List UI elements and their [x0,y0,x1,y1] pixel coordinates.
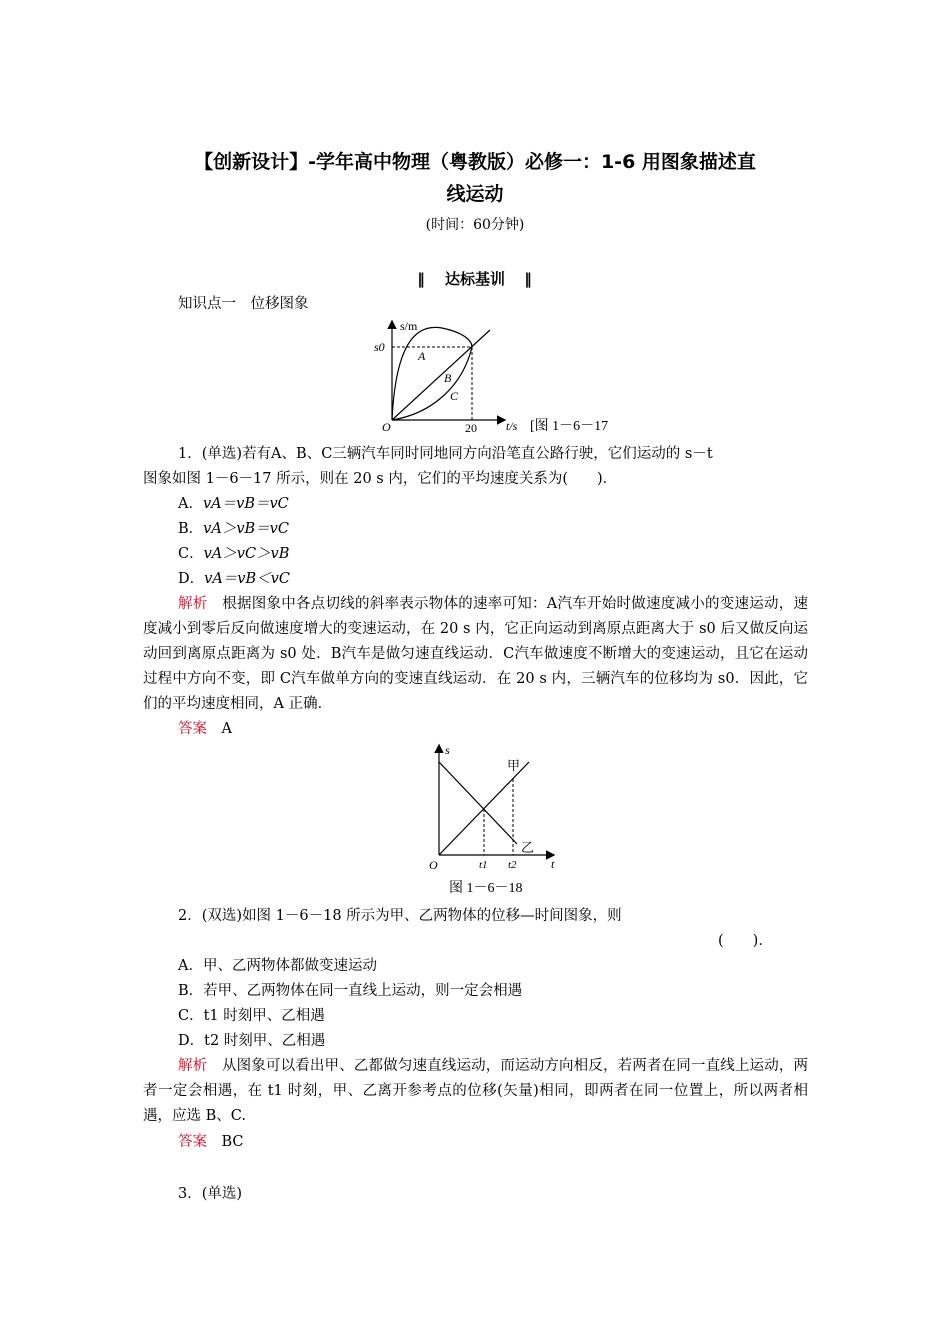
fig2-line-yi [439,762,517,844]
q1-option-a-text: vA＝vB＝vC [202,496,289,512]
fig1-origin: O [382,420,391,434]
fig1-line-b [392,330,490,420]
q1-option-c-text: vA＞vC＞vB [203,546,290,562]
q1-line-2: 图象如图 1－6－17 所示，则在 20 s 内，它们的平均速度关系为( )． [143,471,618,487]
fig1-s0-tick: s0 [374,340,385,354]
fig1-label-a: A [418,349,426,363]
q2-answer [178,1130,244,1154]
figure-2-graph [425,742,575,902]
q1-line-1 [178,442,713,466]
q2-number: 2． [178,908,202,924]
title-line-2: 线运动 [446,183,504,205]
q1-option-b-text: vA＞vB＝vC [203,521,289,537]
fig2-caption: 图 1－6－18 [449,881,523,896]
q2-analysis [143,1054,808,1129]
q2-option-b: B．若甲、乙两物体在同一直线上运动，则一定会相遇 [178,983,523,999]
q2-stem-1: 如图 1－6－18 所示为甲、乙两物体的位移—时间图象，则 [242,908,622,924]
q2-option-d: D．t2 时刻甲、乙相遇 [178,1033,326,1049]
q2-answer-label: 答案 [178,1134,207,1150]
fig2-x-label: t [551,857,555,871]
q1-answer [178,717,232,741]
document-title [140,146,810,210]
q2-option-a-text: 甲、乙两物体都做变速运动 [202,958,377,974]
fig1-x-label: t/s [506,419,518,433]
fig2-label-yi: 乙 [521,840,535,855]
q1-analysis-label: 解析 [178,596,208,612]
q1-option-d: D．vA＝vB＜vC [178,571,290,587]
q3-line-1 [178,1182,242,1206]
section-bar-right: ‖ [524,270,533,288]
q2-type: (双选) [201,908,243,924]
fig1-t-tick: 20 [465,421,477,435]
q2-line-1 [178,904,622,928]
q1-analysis-text: 根据图象中各点切线的斜率表示物体的速率可知：A汽车开始时做速度减小的变速运动，速度减小到零后反向做速度增大的变速运动，在 20 s 内，它正向运动到离原点距离大于 s0 后又做反向运动回到离原点距离为 s0 处．B汽车是做匀速直线运动．C汽车做速度不断增大的变速运动，且它在运动过程中方向不变，即 C汽车做单方向的变速直线运动．在 20 s 内，三辆汽车的位移均为 s0．因此，它们的平均速度相同，A 正确． [143,596,809,712]
q1-number: 1． [178,446,202,462]
q1-option-b: B．vA＞vB＝vC [178,521,289,537]
q1-stem-1: 若有A、B、C三辆汽车同时同地同方向沿笔直公路行驶，它们运动的 s－t [242,446,713,462]
q2-analysis-text: 从图象可以看出甲、乙都做匀速直线运动，而运动方向相反，若两者在同一直线上运动，两者一定会相遇，在 t1 时刻，甲、乙离开参考点的位移(矢量)相同，即两者在同一位置上，所以两者相遇，应选 B、C. [143,1058,809,1124]
q2-answer-value: BC [221,1134,244,1150]
q1-answer-label: 答案 [178,721,207,737]
fig1-label-c: C [450,389,459,403]
fig1-curve-a [392,327,472,420]
q2-option-b-text: 若甲、乙两物体在同一直线上运动，则一定会相遇 [203,983,523,999]
q3-number: 3． [178,1186,202,1202]
q3-type: (单选) [201,1186,243,1202]
figure-1-graph [370,316,620,438]
q2-option-c-text: t1 时刻甲、乙相遇 [203,1008,325,1024]
q2-option-d-text: t2 时刻甲、乙相遇 [204,1033,326,1049]
q2-blank: ( )． [718,933,773,949]
fig2-t1-tick: t1 [479,859,488,871]
q1-option-d-text: vA＝vB＜vC [204,571,290,587]
fig2-t2-tick: t2 [508,859,517,871]
q2-option-c: C．t1 时刻甲、乙相遇 [178,1008,325,1024]
q2-option-a: A．甲、乙两物体都做变速运动 [178,958,377,974]
fig2-y-label: s [445,743,450,757]
title-line-1: 【创新设计】-学年高中物理（粤教版）必修一：1-6 用图象描述直 [194,151,756,173]
q1-type: (单选) [201,446,243,462]
fig2-label-jia: 甲 [507,758,521,773]
q1-option-c: C．vA＞vC＞vB [178,546,290,562]
section-title: 达标基训 [444,270,505,288]
fig1-y-label: s/m [400,319,418,333]
knowledge-point-heading: 知识点一 位移图象 [178,296,309,312]
fig1-label-b: B [444,371,452,385]
q1-analysis [143,592,808,717]
q1-option-a: A．vA＝vB＝vC [178,496,289,512]
section-bar-left: ‖ [417,270,426,288]
q2-analysis-label: 解析 [178,1058,208,1074]
section-header [0,268,950,289]
fig2-origin: O [429,858,438,872]
time-note: (时间：60分钟) [425,217,525,233]
q1-answer-value: A [221,721,232,737]
fig1-caption: [图 1－6－17 [530,419,609,434]
